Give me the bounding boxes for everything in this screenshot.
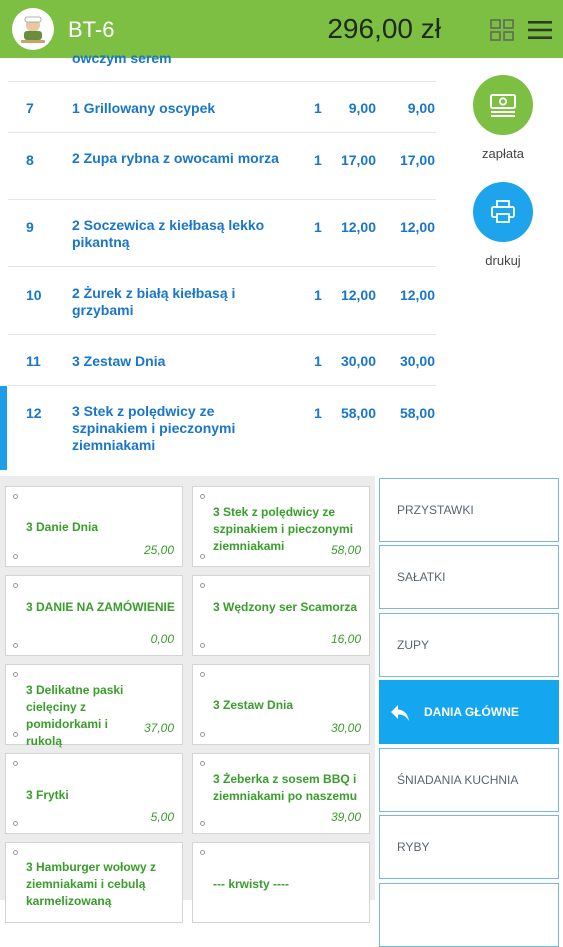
category-next-partial[interactable] xyxy=(379,883,559,947)
grid-view-icon[interactable] xyxy=(490,19,514,41)
money-icon[interactable] xyxy=(473,75,533,135)
product-name: 3 Danie Dnia xyxy=(26,520,99,534)
tile-dot xyxy=(13,494,18,499)
print-button[interactable] xyxy=(453,182,553,268)
tile-dot xyxy=(200,554,205,559)
order-item-number: 10 xyxy=(26,287,42,303)
product-name: 3 Frytki xyxy=(26,788,69,802)
back-arrow-icon[interactable] xyxy=(389,703,411,723)
tile-dot xyxy=(200,761,205,766)
order-item-name: 3 Zestaw Dnia xyxy=(72,353,166,369)
order-item-name: owczym serem xyxy=(72,50,172,66)
order-item-number: 9 xyxy=(26,219,34,235)
category-label: RYBY xyxy=(397,840,430,854)
hamburger-menu-icon[interactable] xyxy=(527,19,553,41)
order-item-qty: 1 xyxy=(314,287,322,303)
order-item-name: 2 Zupa rybna z owocami morza xyxy=(72,150,279,166)
product-name: 3 Hamburger wołowy z ziemniakami i cebulą karmelizowaną xyxy=(26,860,157,908)
tile-dot xyxy=(200,821,205,826)
order-item-qty: 1 xyxy=(314,219,322,235)
tile-dot xyxy=(13,643,18,648)
tile-dot xyxy=(200,672,205,677)
tile-dot xyxy=(200,583,205,588)
category-zupy[interactable] xyxy=(379,613,559,677)
order-total: 296,00 zł xyxy=(327,13,441,44)
order-item-name: 3 Stek z polędwicy ze szpinakiem i pieczonymi ziemniakami xyxy=(72,403,236,453)
tile-dot xyxy=(13,732,18,737)
order-item-name: 1 Grillowany oscypek xyxy=(72,100,216,116)
order-list[interactable] xyxy=(0,50,440,473)
product-name: 3 Stek z polędwicy ze szpinakiem i pieczonymi ziemniakami xyxy=(213,505,354,553)
order-item-price: 58,00 xyxy=(340,405,376,421)
order-item-value: 58,00 xyxy=(399,405,435,421)
product-name: --- krwisty ---- xyxy=(213,877,289,891)
tile-dot xyxy=(13,761,18,766)
order-item-name: 2 Soczewica z kiełbasą lekko pikantną xyxy=(72,217,265,250)
tile-dot xyxy=(13,583,18,588)
category-list[interactable] xyxy=(375,476,563,900)
product-tile[interactable] xyxy=(192,842,370,923)
product-price: 30,00 xyxy=(330,721,361,735)
category-label: PRZYSTAWKI xyxy=(397,503,474,517)
product-name: 3 Delikatne paski cielęciny z pomidorkami i rukolą xyxy=(26,683,124,748)
order-item-value: 12,00 xyxy=(399,287,435,303)
order-item-price: 17,00 xyxy=(340,152,376,168)
order-row-selected[interactable] xyxy=(8,386,436,470)
order-item-qty: 1 xyxy=(314,152,322,168)
logo-icon[interactable] xyxy=(12,8,54,50)
order-item-value: 9,00 xyxy=(407,100,435,116)
order-item-qty: 1 xyxy=(314,100,322,116)
tile-dot xyxy=(200,732,205,737)
product-tile[interactable] xyxy=(5,753,183,834)
order-item-price: 30,00 xyxy=(340,353,376,369)
order-item-number: 12 xyxy=(26,405,42,421)
pay-label: zapłata xyxy=(482,146,524,161)
tile-dot xyxy=(200,494,205,499)
order-item-price: 9,00 xyxy=(348,100,376,116)
tile-dot xyxy=(13,554,18,559)
product-price: 0,00 xyxy=(150,632,174,646)
product-price: 58,00 xyxy=(330,543,361,557)
product-price: 5,00 xyxy=(150,810,174,824)
product-tile[interactable] xyxy=(5,664,183,748)
order-item-number: 11 xyxy=(26,353,41,369)
category-sniadania-kuchnia[interactable] xyxy=(379,748,559,812)
product-name: 3 DANIE NA ZAMÓWIENIE xyxy=(26,600,175,614)
category-label: DANIA GŁÓWNE xyxy=(424,705,519,719)
order-row[interactable] xyxy=(8,335,436,386)
category-label: ZUPY xyxy=(397,638,430,652)
category-ryby[interactable] xyxy=(379,815,559,879)
category-przystawki[interactable] xyxy=(379,478,559,542)
category-salatki[interactable] xyxy=(379,545,559,609)
product-tile[interactable] xyxy=(192,575,370,656)
category-label: ŚNIADANIA KUCHNIA xyxy=(397,773,519,787)
tile-dot xyxy=(13,821,18,826)
tile-dot xyxy=(200,850,205,855)
order-item-qty: 1 xyxy=(314,353,322,369)
order-item-price: 12,00 xyxy=(340,219,376,235)
product-price: 37,00 xyxy=(143,721,174,735)
tile-dot xyxy=(13,850,18,855)
order-item-name: 2 Żurek z białą kiełbasą i grzybami xyxy=(72,285,236,318)
category-dania-glowne[interactable] xyxy=(379,680,559,744)
order-item-price: 12,00 xyxy=(340,287,376,303)
order-row-partial[interactable] xyxy=(8,46,436,82)
table-name: BT-6 xyxy=(68,17,115,42)
order-item-number: 7 xyxy=(26,100,34,116)
category-label: SAŁATKI xyxy=(397,570,446,584)
order-row[interactable] xyxy=(8,267,436,335)
product-name: 3 Żeberka z sosem BBQ i ziemniakami po naszemu xyxy=(213,772,358,803)
product-price: 16,00 xyxy=(330,632,361,646)
product-name: 3 Wędzony ser Scamorza xyxy=(213,600,358,614)
product-tile[interactable] xyxy=(5,486,183,567)
product-tile[interactable] xyxy=(192,664,370,745)
print-label: drukuj xyxy=(485,253,521,268)
product-tile[interactable] xyxy=(5,842,183,923)
product-tile[interactable] xyxy=(192,753,370,834)
order-row[interactable] xyxy=(8,200,436,267)
product-price: 25,00 xyxy=(143,543,174,557)
product-tile[interactable] xyxy=(192,486,370,567)
order-row[interactable] xyxy=(8,82,436,133)
order-item-qty: 1 xyxy=(314,405,322,421)
product-grid[interactable] xyxy=(0,476,375,908)
order-item-value: 17,00 xyxy=(399,152,435,168)
order-item-number: 8 xyxy=(26,152,34,168)
pay-button[interactable] xyxy=(453,75,553,161)
tile-dot xyxy=(13,672,18,677)
product-name: 3 Zestaw Dnia xyxy=(213,698,294,712)
order-row[interactable] xyxy=(8,133,436,200)
printer-icon[interactable] xyxy=(473,182,533,242)
order-item-value: 12,00 xyxy=(399,219,435,235)
product-tile[interactable] xyxy=(5,575,183,656)
order-item-value: 30,00 xyxy=(399,353,435,369)
tile-dot xyxy=(200,643,205,648)
product-price: 39,00 xyxy=(330,810,361,824)
